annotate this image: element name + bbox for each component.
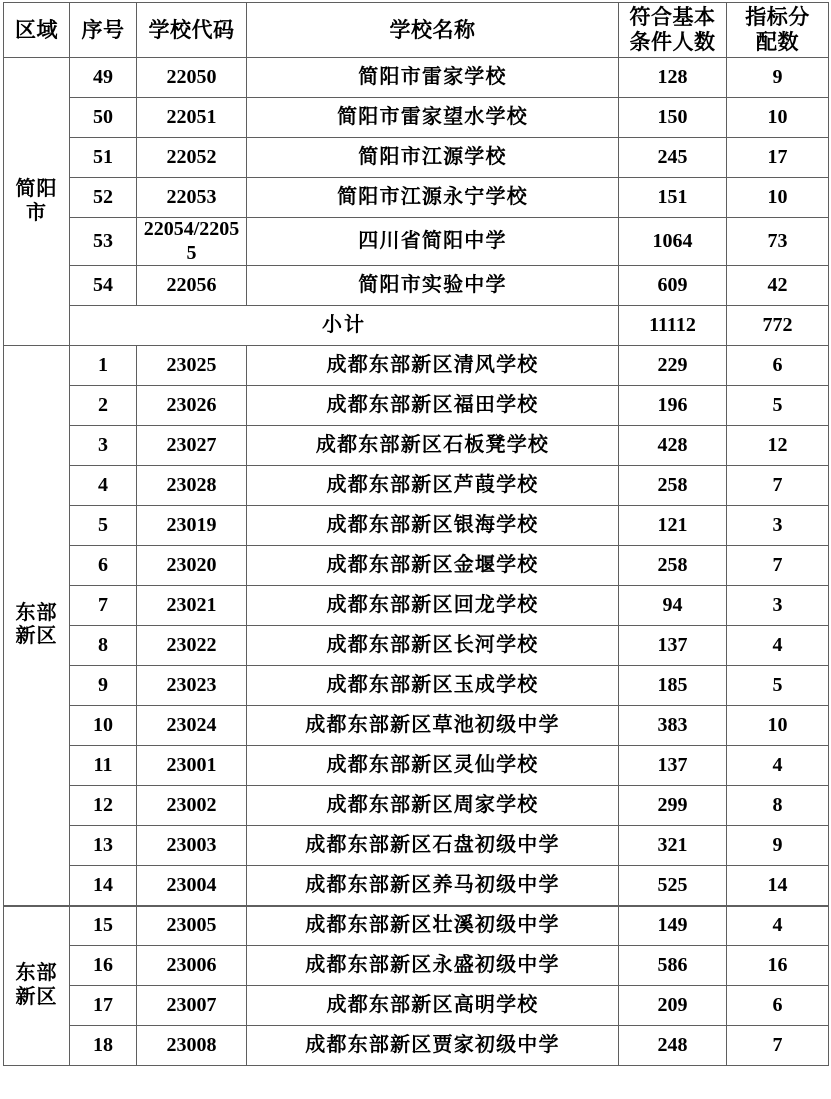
cell-quota-count: 9 — [727, 826, 829, 866]
cell-school-code: 23028 — [137, 466, 247, 506]
cell-school-name: 简阳市江源学校 — [247, 138, 619, 178]
cell-school-name: 成都东部新区草池初级中学 — [247, 706, 619, 746]
cell-school-code: 23019 — [137, 506, 247, 546]
cell-seq: 10 — [70, 706, 137, 746]
cell-quota-count: 42 — [727, 266, 829, 306]
region-label-line2: 新区 — [15, 985, 58, 1008]
cell-school-code: 22052 — [137, 138, 247, 178]
table-row — [4, 58, 829, 98]
column-header-seq: 序号 — [70, 3, 137, 58]
document-page — [0, 2, 831, 1099]
cell-school-code: 23026 — [137, 386, 247, 426]
cell-school-code: 23007 — [137, 986, 247, 1026]
table-row — [4, 866, 829, 906]
cell-qualified-count: 94 — [619, 586, 727, 626]
cell-qualified-count: 229 — [619, 346, 727, 386]
cell-school-code: 23023 — [137, 666, 247, 706]
cell-school-code: 23001 — [137, 746, 247, 786]
cell-school-code: 23005 — [137, 906, 247, 946]
cell-seq: 7 — [70, 586, 137, 626]
cell-seq: 4 — [70, 466, 137, 506]
cell-qualified-count: 150 — [619, 98, 727, 138]
table-row — [4, 706, 829, 746]
cell-quota-count: 10 — [727, 98, 829, 138]
cell-school-name: 成都东部新区回龙学校 — [247, 586, 619, 626]
cell-quota-count: 5 — [727, 386, 829, 426]
table-body — [4, 58, 829, 1066]
table-row — [4, 826, 829, 866]
cell-quota-count: 4 — [727, 746, 829, 786]
region-cell — [4, 58, 70, 346]
cell-quota-count: 7 — [727, 466, 829, 506]
cell-school-name: 成都东部新区福田学校 — [247, 386, 619, 426]
cell-qualified-count: 196 — [619, 386, 727, 426]
cell-qualified-count: 1064 — [619, 218, 727, 266]
cell-school-name: 成都东部新区周家学校 — [247, 786, 619, 826]
cell-school-name: 成都东部新区养马初级中学 — [247, 866, 619, 906]
cell-seq: 1 — [70, 346, 137, 386]
cell-seq: 52 — [70, 178, 137, 218]
cell-qualified-count: 128 — [619, 58, 727, 98]
table-row — [4, 386, 829, 426]
cell-school-name: 简阳市雷家学校 — [247, 58, 619, 98]
cell-school-code: 23024 — [137, 706, 247, 746]
cell-school-name: 简阳市江源永宁学校 — [247, 178, 619, 218]
table-row — [4, 746, 829, 786]
cell-seq: 51 — [70, 138, 137, 178]
cell-qualified-count: 149 — [619, 906, 727, 946]
table-row — [4, 138, 829, 178]
cell-quota-count: 6 — [727, 986, 829, 1026]
cell-quota-count: 7 — [727, 546, 829, 586]
cell-seq: 5 — [70, 506, 137, 546]
cell-qualified-count: 151 — [619, 178, 727, 218]
cell-school-code: 23022 — [137, 626, 247, 666]
cell-qualified-count: 525 — [619, 866, 727, 906]
table-row — [4, 178, 829, 218]
header-row — [4, 3, 829, 58]
cell-qualified-count: 185 — [619, 666, 727, 706]
cell-school-name: 四川省简阳中学 — [247, 218, 619, 266]
column-header-qualified-count-line1: 符合基本 — [629, 5, 716, 30]
cell-seq: 15 — [70, 906, 137, 946]
cell-school-name: 成都东部新区灵仙学校 — [247, 746, 619, 786]
table-row — [4, 346, 829, 386]
table-row — [4, 506, 829, 546]
cell-qualified-count: 137 — [619, 746, 727, 786]
column-header-school-name: 学校名称 — [247, 3, 619, 58]
region-label-line2: 市 — [26, 201, 47, 224]
table-row — [4, 666, 829, 706]
cell-seq: 18 — [70, 1026, 137, 1066]
table-row — [4, 218, 829, 266]
cell-seq: 6 — [70, 546, 137, 586]
cell-quota-count: 7 — [727, 1026, 829, 1066]
cell-school-code: 23021 — [137, 586, 247, 626]
cell-quota-count: 12 — [727, 426, 829, 466]
cell-school-name: 成都东部新区银海学校 — [247, 506, 619, 546]
column-header-school-code: 学校代码 — [137, 3, 247, 58]
cell-seq: 3 — [70, 426, 137, 466]
cell-school-name: 成都东部新区永盛初级中学 — [247, 946, 619, 986]
cell-school-code: 22056 — [137, 266, 247, 306]
cell-quota-count: 3 — [727, 506, 829, 546]
table-row — [4, 266, 829, 306]
table-row — [4, 1026, 829, 1066]
cell-quota-count: 8 — [727, 786, 829, 826]
cell-school-code: 23003 — [137, 826, 247, 866]
cell-school-name: 成都东部新区玉成学校 — [247, 666, 619, 706]
table-row — [4, 98, 829, 138]
cell-quota-count: 17 — [727, 138, 829, 178]
cell-qualified-count: 321 — [619, 826, 727, 866]
table-row — [4, 986, 829, 1026]
table-row — [4, 546, 829, 586]
cell-school-code: 22053 — [137, 178, 247, 218]
cell-seq: 54 — [70, 266, 137, 306]
cell-quota-count: 9 — [727, 58, 829, 98]
cell-school-code: 23025 — [137, 346, 247, 386]
table-row — [4, 906, 829, 946]
cell-qualified-count: 609 — [619, 266, 727, 306]
cell-quota-count: 6 — [727, 346, 829, 386]
table-row — [4, 426, 829, 466]
cell-quota-count: 16 — [727, 946, 829, 986]
cell-school-code: 23004 — [137, 866, 247, 906]
cell-school-name: 成都东部新区石板凳学校 — [247, 426, 619, 466]
cell-quota-count: 10 — [727, 706, 829, 746]
cell-school-name: 成都东部新区金堰学校 — [247, 546, 619, 586]
cell-school-name: 成都东部新区贾家初级中学 — [247, 1026, 619, 1066]
table-header — [4, 3, 829, 58]
cell-school-code: 22054/22055 — [137, 218, 247, 266]
indicator-allocation-table — [3, 2, 829, 1066]
cell-seq: 2 — [70, 386, 137, 426]
cell-school-name: 简阳市雷家望水学校 — [247, 98, 619, 138]
cell-school-name: 成都东部新区芦葭学校 — [247, 466, 619, 506]
cell-seq: 53 — [70, 218, 137, 266]
cell-qualified-count: 428 — [619, 426, 727, 466]
cell-school-code: 22051 — [137, 98, 247, 138]
cell-seq: 12 — [70, 786, 137, 826]
cell-seq: 49 — [70, 58, 137, 98]
cell-school-name: 成都东部新区高明学校 — [247, 986, 619, 1026]
cell-quota-count: 4 — [727, 626, 829, 666]
cell-seq: 13 — [70, 826, 137, 866]
cell-qualified-count: 586 — [619, 946, 727, 986]
cell-qualified-count: 383 — [619, 706, 727, 746]
cell-seq: 16 — [70, 946, 137, 986]
cell-quota-count: 3 — [727, 586, 829, 626]
table-row — [4, 466, 829, 506]
cell-quota-count: 14 — [727, 866, 829, 906]
cell-seq: 14 — [70, 866, 137, 906]
column-header-region: 区域 — [4, 3, 70, 58]
column-header-quota-count — [727, 3, 829, 58]
cell-qualified-count: 258 — [619, 546, 727, 586]
subtotal-label: 小计 — [70, 306, 619, 346]
cell-quota-count: 5 — [727, 666, 829, 706]
subtotal-qualified-count: 11112 — [619, 306, 727, 346]
cell-seq: 17 — [70, 986, 137, 1026]
column-header-quota-count-line2: 配数 — [756, 30, 799, 54]
cell-qualified-count: 248 — [619, 1026, 727, 1066]
subtotal-quota-count: 772 — [727, 306, 829, 346]
cell-qualified-count: 245 — [619, 138, 727, 178]
table-row — [4, 946, 829, 986]
region-label-line1: 东部 — [15, 962, 58, 985]
region-cell — [4, 906, 70, 1066]
cell-seq: 9 — [70, 666, 137, 706]
cell-qualified-count: 137 — [619, 626, 727, 666]
column-header-quota-count-line1: 指标分 — [745, 5, 810, 30]
region-label-line1: 简阳 — [15, 178, 58, 200]
cell-qualified-count: 299 — [619, 786, 727, 826]
column-header-qualified-count — [619, 3, 727, 58]
cell-school-code: 23027 — [137, 426, 247, 466]
cell-seq: 8 — [70, 626, 137, 666]
cell-school-code: 23002 — [137, 786, 247, 826]
cell-school-name: 成都东部新区长河学校 — [247, 626, 619, 666]
cell-seq: 50 — [70, 98, 137, 138]
region-cell — [4, 346, 70, 906]
region-label-line2: 新区 — [15, 625, 58, 648]
cell-school-code: 22050 — [137, 58, 247, 98]
table-row — [4, 626, 829, 666]
cell-school-name: 成都东部新区壮溪初级中学 — [247, 906, 619, 946]
cell-qualified-count: 258 — [619, 466, 727, 506]
cell-quota-count: 4 — [727, 906, 829, 946]
cell-school-name: 简阳市实验中学 — [247, 266, 619, 306]
cell-qualified-count: 209 — [619, 986, 727, 1026]
cell-qualified-count: 121 — [619, 506, 727, 546]
cell-school-code: 23020 — [137, 546, 247, 586]
cell-seq: 11 — [70, 746, 137, 786]
cell-school-code: 23008 — [137, 1026, 247, 1066]
region-label-line1: 东部 — [15, 601, 58, 624]
cell-school-name: 成都东部新区清风学校 — [247, 346, 619, 386]
cell-school-code: 23006 — [137, 946, 247, 986]
cell-quota-count: 73 — [727, 218, 829, 266]
subtotal-row — [4, 306, 829, 346]
cell-school-name: 成都东部新区石盘初级中学 — [247, 826, 619, 866]
column-header-qualified-count-line2: 条件人数 — [629, 30, 716, 54]
table-row — [4, 586, 829, 626]
cell-quota-count: 10 — [727, 178, 829, 218]
table-row — [4, 786, 829, 826]
